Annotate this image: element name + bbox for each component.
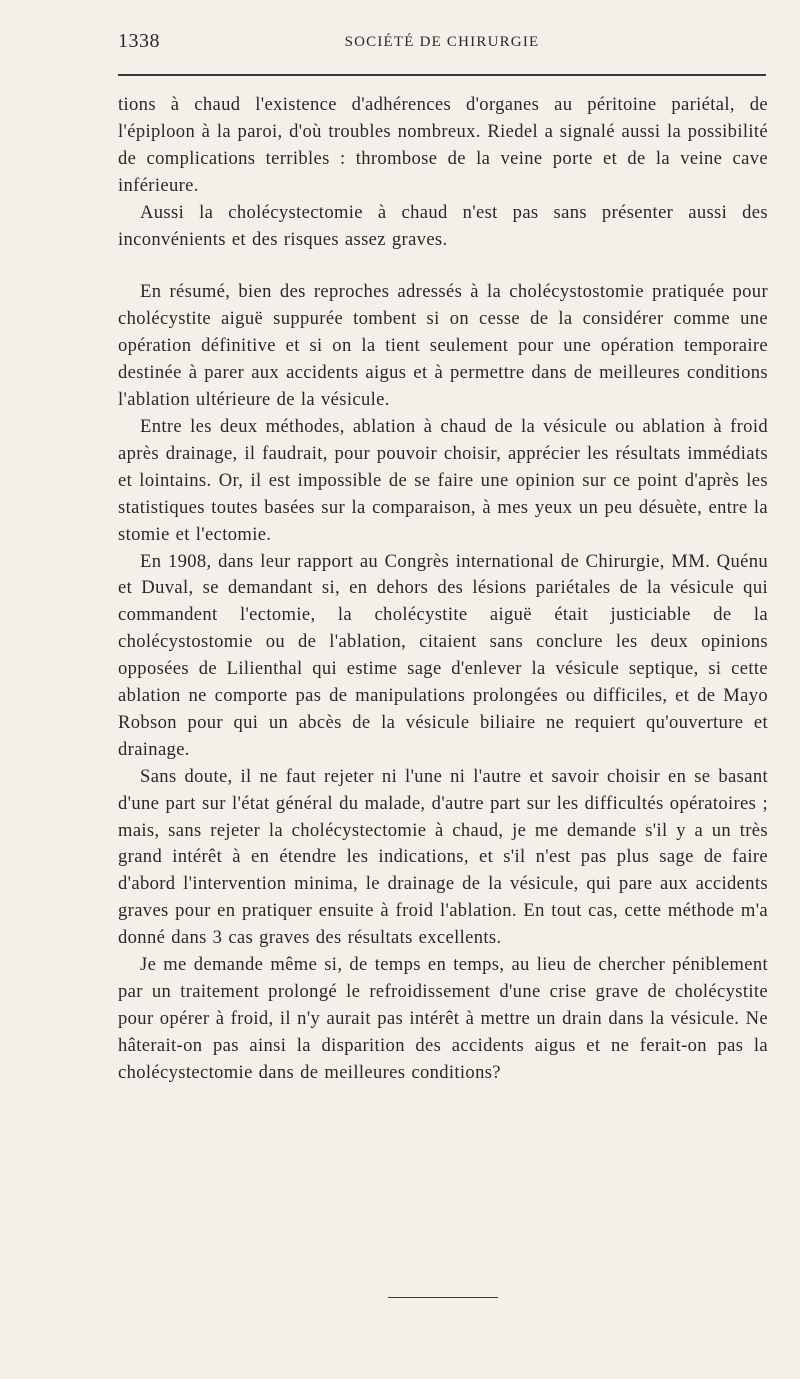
paragraph: Entre les deux méthodes, ablation à chaud de la vésicule ou ablation à froid après drainage, il faudrait, pour pouvoir choisir, apprécier les résultats immédiats et lointains. Or, il est impossible de se faire une opinion sur ce point d'après les statistiques toutes basées sur la comparaison, à mes yeux un peu désuète, entre la stomie et l'ectomie.: [118, 415, 768, 545]
end-rule: [388, 1297, 498, 1298]
page-header: [118, 30, 766, 60]
paragraph-continuation: tions à chaud l'existence d'adhérences d'organes au péritoine pariétal, de l'épiploon à la paroi, d'où troubles nombreux. Riedel a signalé aussi la possibilité de complications terribles : thrombose de la veine porte et de la veine cave inférieure.: [118, 94, 768, 196]
header-rule: [118, 74, 766, 76]
body-text: [118, 92, 768, 1087]
page-number: 1338: [118, 30, 160, 52]
paragraph: Sans doute, il ne faut rejeter ni l'une ni l'autre et savoir choisir en se basant d'une part sur l'état général du malade, d'autre part sur les difficultés opératoires ; mais, sans rejeter la cholécystectomie à chaud, je me demande s'il y a un très grand intérêt à en étendre les indications, et s'il n'est pas plus sage de faire d'abord l'intervention minima, le drainage de la vésicule, qui pare aux accidents graves pour en pratiquer ensuite à froid l'ablation. En tout cas, cette méthode m'a donné dans 3 cas graves des résultats excellents.: [118, 765, 768, 949]
paragraph: Je me demande même si, de temps en temps, au lieu de chercher péniblement par un traitement prolongé le refroidissement d'une crise grave de cholécystite pour opérer à froid, il n'y aurait pas intérêt à mettre un drain dans la vésicule. Ne hâterait-on pas ainsi la disparition des accidents aigus et ne ferait-on pas la cholécystectomie dans de meilleures conditions?: [118, 954, 768, 1083]
paragraph: En 1908, dans leur rapport au Congrès international de Chirurgie, MM. Quénu et Duval, se demandant si, en dehors des lésions pariétales de la vésicule qui commandent l'ectomie, la cholécystite aiguë était justiciable de la cholécystostomie ou de l'ablation, citaient sans conclure les deux opinions opposées de Lilienthal qui estime sage d'enlever la vésicule septique, si cette ablation ne comporte pas de manipulations prolongées ou difficiles, et de Mayo Robson pour qui un abcès de la vésicule biliaire ne requiert qu'ouverture et drainage.: [118, 550, 768, 760]
paragraph: Aussi la cholécystectomie à chaud n'est pas sans présenter aussi des inconvénients et des risques assez graves.: [118, 201, 768, 250]
running-title: SOCIÉTÉ DE CHIRURGIE: [344, 34, 540, 50]
paragraph-summary: En résumé, bien des reproches adressés à la cholécystostomie pratiquée pour cholécystite aiguë suppurée tombent si on cesse de la considérer comme une opération définitive et si on la tient seulement pour une opération temporaire destinée à parer aux accidents aigus et à permettre dans de meilleures conditions l'ablation ultérieure de la vésicule.: [118, 281, 768, 411]
